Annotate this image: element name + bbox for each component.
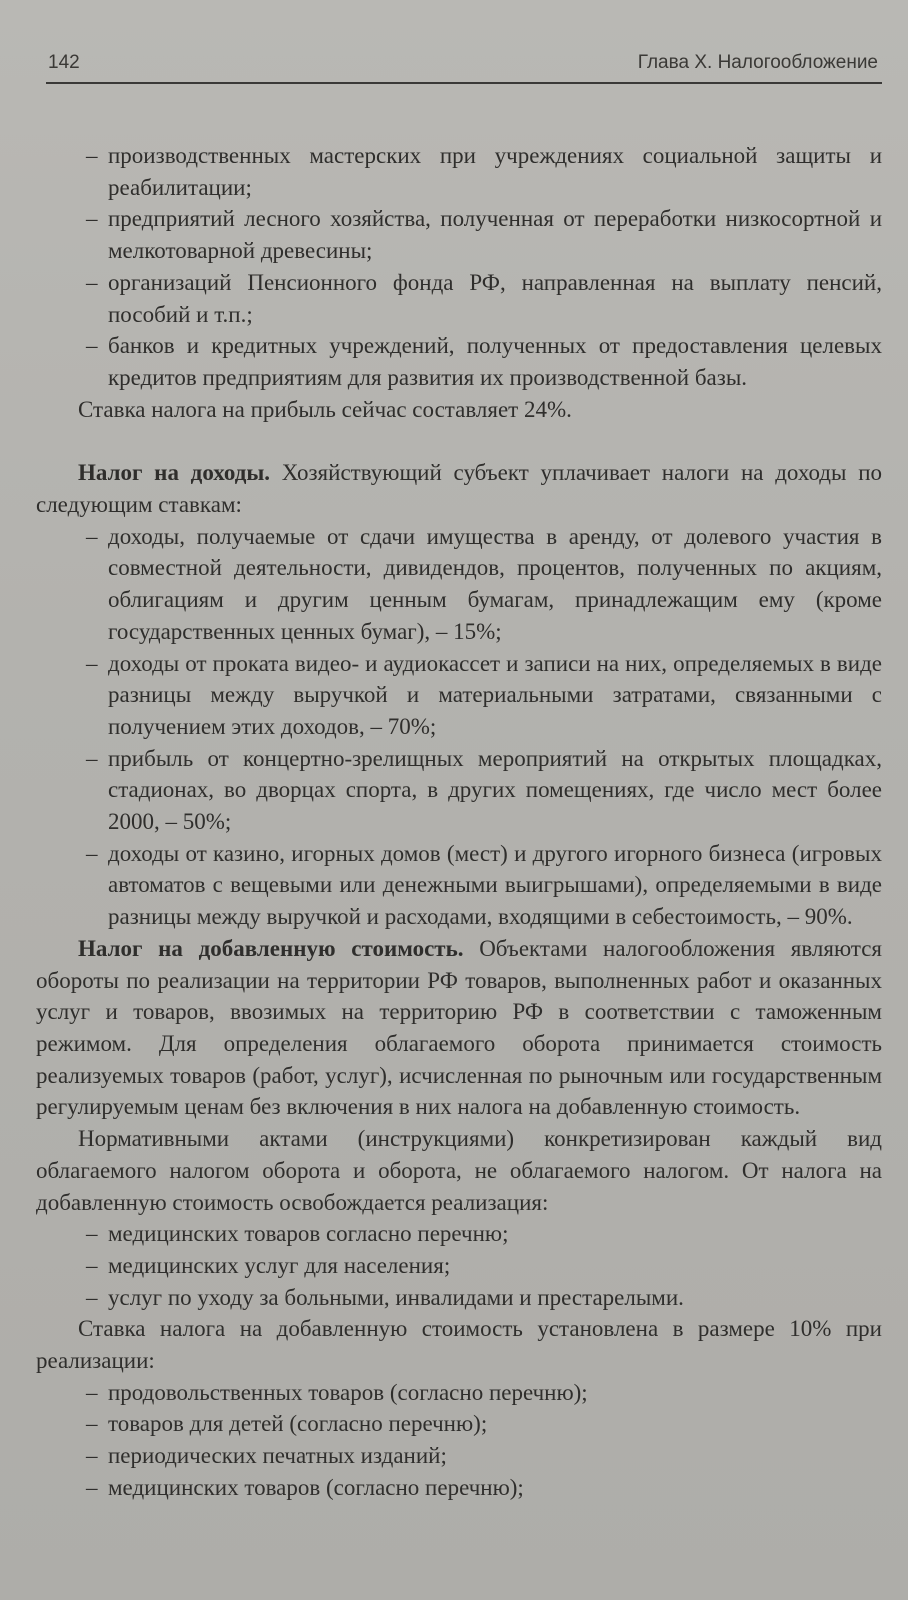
profit-rate-paragraph: Ставка налога на прибыль сейчас составляет 24%. [78, 396, 572, 422]
dash-marker: – [86, 143, 98, 168]
dash-marker: – [86, 840, 98, 866]
dash-marker: – [86, 206, 98, 232]
list-item: – банков и кредитных учреждений, полученных от предоставления целевых кредитов предприятиям для развития их производственной базы. [36, 330, 882, 393]
dash-marker: – [86, 745, 98, 771]
dash-marker: – [86, 523, 98, 549]
page-body [36, 140, 882, 1504]
list-item: – предприятий лесного хозяйства, полученная от переработки низкосортной и мелкотоварной древесины; [36, 203, 882, 266]
list-item: – прибыль от концертно-зрелищных мероприятий на открытых площадках, стадионах, во дворцах спорта, в других помещениях, где число мест более 2000, – 50%; [36, 743, 882, 838]
vat-exemption-paragraph: Нормативными актами (инструкциями) конкретизирован каждый вид облагаемого налогом оборота и оборота, не облагаемого налогом. От налога на добавленную стоимость освобождается реализация: [36, 1126, 882, 1215]
dash-marker: – [86, 650, 98, 676]
dash-marker: – [86, 1411, 98, 1437]
list-item: – организаций Пенсионного фонда РФ, направленная на выплату пенсий, пособий и т.п.; [36, 267, 882, 330]
list-item: – товаров для детей (согласно перечню); [36, 1408, 882, 1440]
list-item: – периодических печатных изданий; [36, 1440, 882, 1472]
page-number: 142 [48, 52, 80, 73]
dash-marker: – [86, 1284, 98, 1310]
dash-marker: – [86, 333, 98, 359]
dash-marker: – [86, 269, 98, 295]
list-item: – продовольственных товаров (согласно перечню); [36, 1377, 882, 1409]
dash-marker: – [86, 1252, 98, 1278]
list-item: – медицинских товаров согласно перечню; [36, 1218, 882, 1250]
dash-marker: – [86, 1474, 98, 1500]
income-tax-heading: Налог на доходы. [78, 460, 271, 486]
list-item: – производственных мастерских при учреждениях социальной защиты и реабилитации; [36, 140, 882, 203]
list-item: – доходы от проката видео- и аудиокассет и записи на них, определяемых в виде разницы между выручкой и материальными затратами, связанными с получением этих доходов, – 70%; [36, 648, 882, 743]
paragraph-gap [36, 425, 882, 457]
list-item: – медицинских услуг для населения; [36, 1250, 882, 1282]
vat-rate-paragraph: Ставка налога на добавленную стоимость установлена в размере 10% при реализации: [36, 1316, 882, 1374]
chapter-title: Глава X. Налогообложение [637, 52, 878, 73]
list-item: – медицинских товаров (согласно перечню); [36, 1472, 882, 1504]
dash-marker: – [86, 1221, 98, 1247]
vat-heading: Налог на добавленную стоимость. [78, 935, 464, 961]
list-item: – доходы, получаемые от сдачи имущества в аренду, от долевого участия в совместной деятельности, дивидендов, процентов, полученных по акциям, облигациям и другим ценным бумагам, принадлежащим ему (кроме государственных ценных бумаг), – 15%; [36, 521, 882, 648]
page-header [46, 46, 882, 84]
list-item: – услуг по уходу за больными, инвалидами и престарелыми. [36, 1282, 882, 1314]
dash-marker: – [86, 1443, 98, 1469]
vat-paragraph: Налог на добавленную стоимость. Объектами налогообложения являются обороты по реализации на территории РФ товаров, выполненных работ и оказанных услуг и товаров, ввозимых на территорию РФ в соответствии с таможенным режимом. Для определения облагаемого оборота принимается стоимость реализуемых товаров (работ, услуг), исчисленная по рыночным или государственным регулируемым ценам без включения в них налога на добавленную стоимость. [36, 935, 882, 1120]
income-tax-paragraph: Налог на доходы. Хозяйствующий субъект уплачивает налоги на доходы по следующим ставкам: [36, 460, 883, 518]
dash-marker: – [86, 1379, 98, 1405]
list-item: – доходы от казино, игорных домов (мест) и другого игорного бизнеса (игровых автоматов с вещевыми или денежными выигрышами), определяемыми в виде разницы между выручкой и расходами, входящими в себестоимость, – 90%. [36, 838, 882, 933]
